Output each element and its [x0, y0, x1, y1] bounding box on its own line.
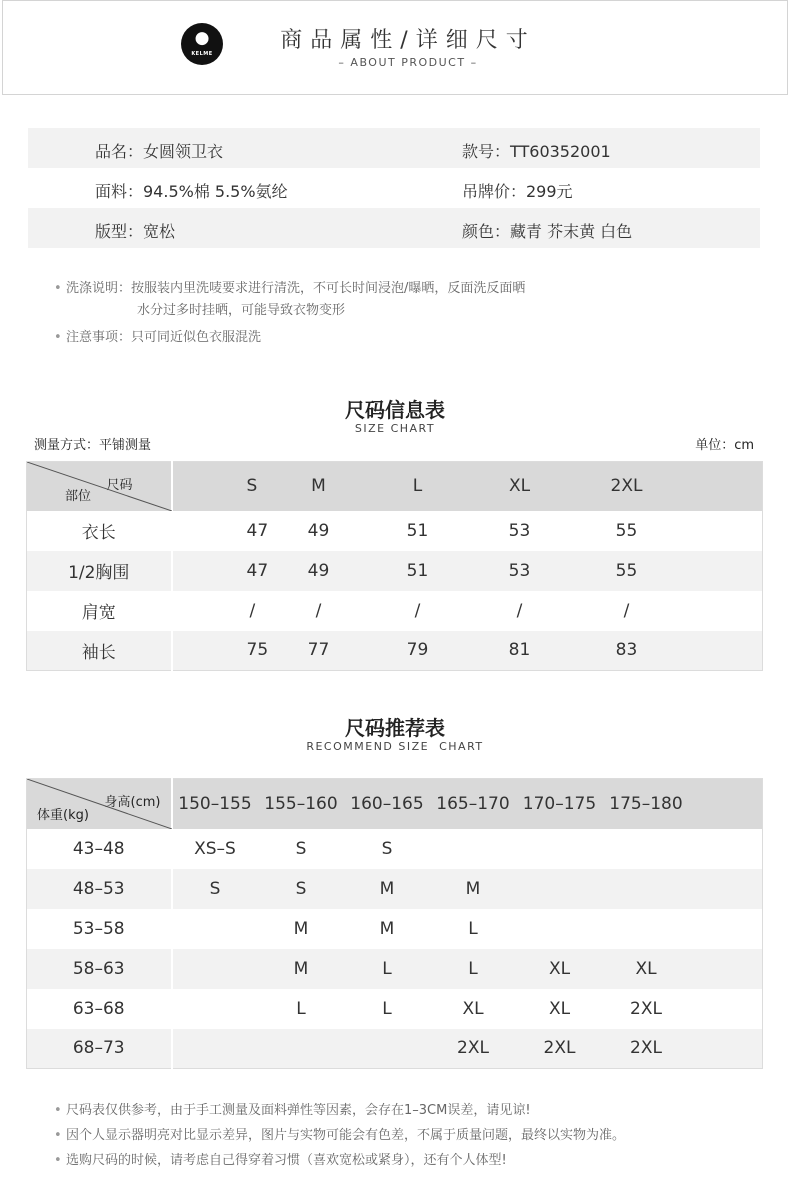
wash-instructions-line1: 洗涤说明：按服装内里洗唛要求进行清洗，不可长时间浸泡/曝晒，反面洗反面晒 [66, 281, 526, 296]
weight-label: 48–53 [27, 869, 172, 909]
cell: 75 [172, 631, 284, 671]
cell: XL [517, 949, 603, 989]
cell [603, 909, 690, 949]
empty-cell [690, 1029, 763, 1069]
cell: L [382, 998, 392, 1019]
cell [603, 869, 690, 909]
cell: 53 [508, 520, 531, 541]
size-chart-row [27, 551, 763, 591]
empty-cell [690, 989, 763, 1029]
cell: 81 [482, 631, 558, 671]
cell: M [345, 869, 430, 909]
cell: 51 [406, 520, 429, 541]
size-chart-subtitle: SIZE CHART [354, 422, 436, 435]
cell: XL [548, 998, 571, 1019]
weight-label: 58–63 [27, 949, 172, 989]
cell: 83 [558, 631, 696, 671]
attribute-style-number: 款号：TT60352001 [462, 142, 611, 161]
page-title: 商品属性/详细尺寸 [280, 28, 536, 53]
height-header: 165–170 [430, 779, 517, 829]
cell [258, 1029, 345, 1069]
cell: 55 [558, 551, 696, 591]
cell [172, 989, 258, 1029]
row-label: 衣长 [27, 511, 172, 551]
recommend-row [27, 829, 763, 869]
corner-size-label: 尺码 [106, 478, 133, 493]
cell: 51 [354, 551, 482, 591]
cell [345, 1029, 430, 1069]
size-chart-table [26, 461, 763, 671]
cell: / [516, 600, 523, 621]
cell: 77 [284, 631, 354, 671]
cell: 2XL [430, 1029, 517, 1069]
corner-height-label: 身高(cm) [104, 795, 161, 810]
paw-icon: ● [194, 28, 210, 48]
cell: 53 [482, 551, 558, 591]
height-header: 160–165 [345, 779, 430, 829]
cell: 49 [307, 520, 330, 541]
empty-cell [690, 869, 763, 909]
cell [172, 949, 258, 989]
cell [603, 829, 690, 869]
cell: M [379, 918, 395, 939]
product-header [2, 0, 788, 95]
empty-cell [696, 511, 763, 551]
cell: / [249, 600, 256, 621]
cell: 2XL [517, 1029, 603, 1069]
wash-instructions-line2: 水分过多时挂晒，可能导致衣物变形 [137, 303, 346, 318]
size-header-xl: XL [482, 462, 558, 511]
attribute-fit: 版型：宽松 [95, 222, 176, 241]
recommend-row [27, 949, 763, 989]
attention-note-text: 注意事项：只可同近似色衣服混洗 [66, 330, 262, 345]
wash-instructions [54, 278, 525, 300]
care-notes [54, 278, 525, 349]
recommend-corner-cell [27, 779, 172, 829]
cell: 47 [172, 551, 284, 591]
cell: 2XL [603, 1029, 690, 1069]
cell: S [381, 838, 393, 859]
empty-cell [690, 949, 763, 989]
empty-cell [696, 591, 763, 631]
cell: M [293, 918, 309, 939]
attribute-row [28, 128, 760, 168]
cell: M [258, 949, 345, 989]
brand-logo-text: KELME [191, 51, 213, 57]
empty-cell [696, 551, 763, 591]
attribute-tag-price: 吊牌价：299元 [462, 182, 573, 201]
diagonal-divider [27, 462, 172, 511]
measure-method: 测量方式：平铺测量 [34, 438, 152, 453]
brand-logo [181, 23, 223, 65]
recommend-chart-title: 尺码推荐表 [345, 716, 445, 740]
cell: L [296, 998, 306, 1019]
cell: / [315, 600, 322, 621]
product-attribute-table [28, 128, 760, 248]
row-label: 肩宽 [27, 591, 172, 631]
attention-note [54, 327, 525, 349]
attribute-row [28, 168, 760, 208]
size-chart-title: 尺码信息表 [345, 398, 445, 422]
attribute-colors: 颜色：藏青 芥末黄 白色 [462, 222, 633, 241]
cell [172, 1029, 258, 1069]
size-chart-corner-cell [27, 462, 172, 511]
cell: / [414, 600, 421, 621]
footer-note: • 尺码表仅供参考，由于手工测量及面料弹性等因素，会存在1–3CM误差，请见谅! [54, 1098, 625, 1123]
cell: 79 [354, 631, 482, 671]
height-header: 175–180 [603, 779, 690, 829]
attribute-fabric: 面料：94.5%棉 5.5%氨纶 [95, 182, 288, 201]
row-label: 1/2胸围 [27, 551, 172, 591]
measure-unit: 单位：cm [695, 438, 754, 453]
cell: L [345, 949, 430, 989]
footer-notes [54, 1098, 625, 1173]
cell [172, 909, 258, 949]
height-header: 170–175 [517, 779, 603, 829]
recommend-header-row [27, 779, 763, 829]
footer-note: • 因个人显示器明亮对比显示差异，图片与实物可能会有色差，不属于质量问题，最终以实物为准。 [54, 1123, 625, 1148]
cell [517, 909, 603, 949]
corner-part-label: 部位 [65, 489, 92, 504]
weight-label: 68–73 [27, 1029, 172, 1069]
cell: XL [462, 998, 484, 1019]
recommend-row [27, 1029, 763, 1069]
cell: M [430, 869, 517, 909]
cell: L [468, 918, 478, 939]
empty-cell [690, 779, 763, 829]
attribute-row [28, 208, 760, 248]
cell: S [258, 869, 345, 909]
cell: 2XL [630, 998, 662, 1019]
cell [430, 829, 517, 869]
attribute-product-name: 品名：女圆领卫衣 [95, 142, 224, 161]
height-header: 155–160 [258, 779, 345, 829]
cell: L [430, 949, 517, 989]
size-chart-row [27, 591, 763, 631]
footer-note: • 选购尺码的时候，请考虑自己得穿着习惯（喜欢宽松或紧身），还有个人体型! [54, 1148, 625, 1173]
size-chart-row [27, 511, 763, 551]
empty-cell [696, 631, 763, 671]
cell: S [172, 869, 258, 909]
weight-label: 43–48 [27, 829, 172, 869]
corner-weight-label: 体重(kg) [37, 808, 89, 823]
height-header: 150–155 [172, 779, 258, 829]
cell: 55 [615, 520, 638, 541]
cell: XL [603, 949, 690, 989]
cell: 49 [284, 551, 354, 591]
cell: S [295, 838, 307, 859]
empty-cell [696, 462, 763, 511]
empty-cell [690, 909, 763, 949]
cell [517, 869, 603, 909]
size-chart-row [27, 631, 763, 671]
cell [517, 829, 603, 869]
weight-label: 53–58 [27, 909, 172, 949]
size-header-l: L [354, 462, 482, 511]
weight-label: 63–68 [27, 989, 172, 1029]
size-header-s: S [172, 462, 284, 511]
size-chart-header-row [27, 462, 763, 511]
recommend-row [27, 869, 763, 909]
cell: XS–S [194, 838, 236, 859]
cell: / [623, 600, 630, 621]
size-header-2xl: 2XL [558, 462, 696, 511]
recommend-row [27, 909, 763, 949]
recommend-chart-subtitle: RECOMMEND SIZE CHART [306, 740, 484, 753]
recommend-chart-table [26, 778, 763, 1069]
recommend-row [27, 989, 763, 1029]
empty-cell [690, 829, 763, 869]
page-subtitle: – ABOUT PRODUCT – [338, 56, 478, 69]
size-header-m: M [284, 462, 354, 511]
cell: 47 [246, 520, 269, 541]
row-label: 袖长 [27, 631, 172, 671]
